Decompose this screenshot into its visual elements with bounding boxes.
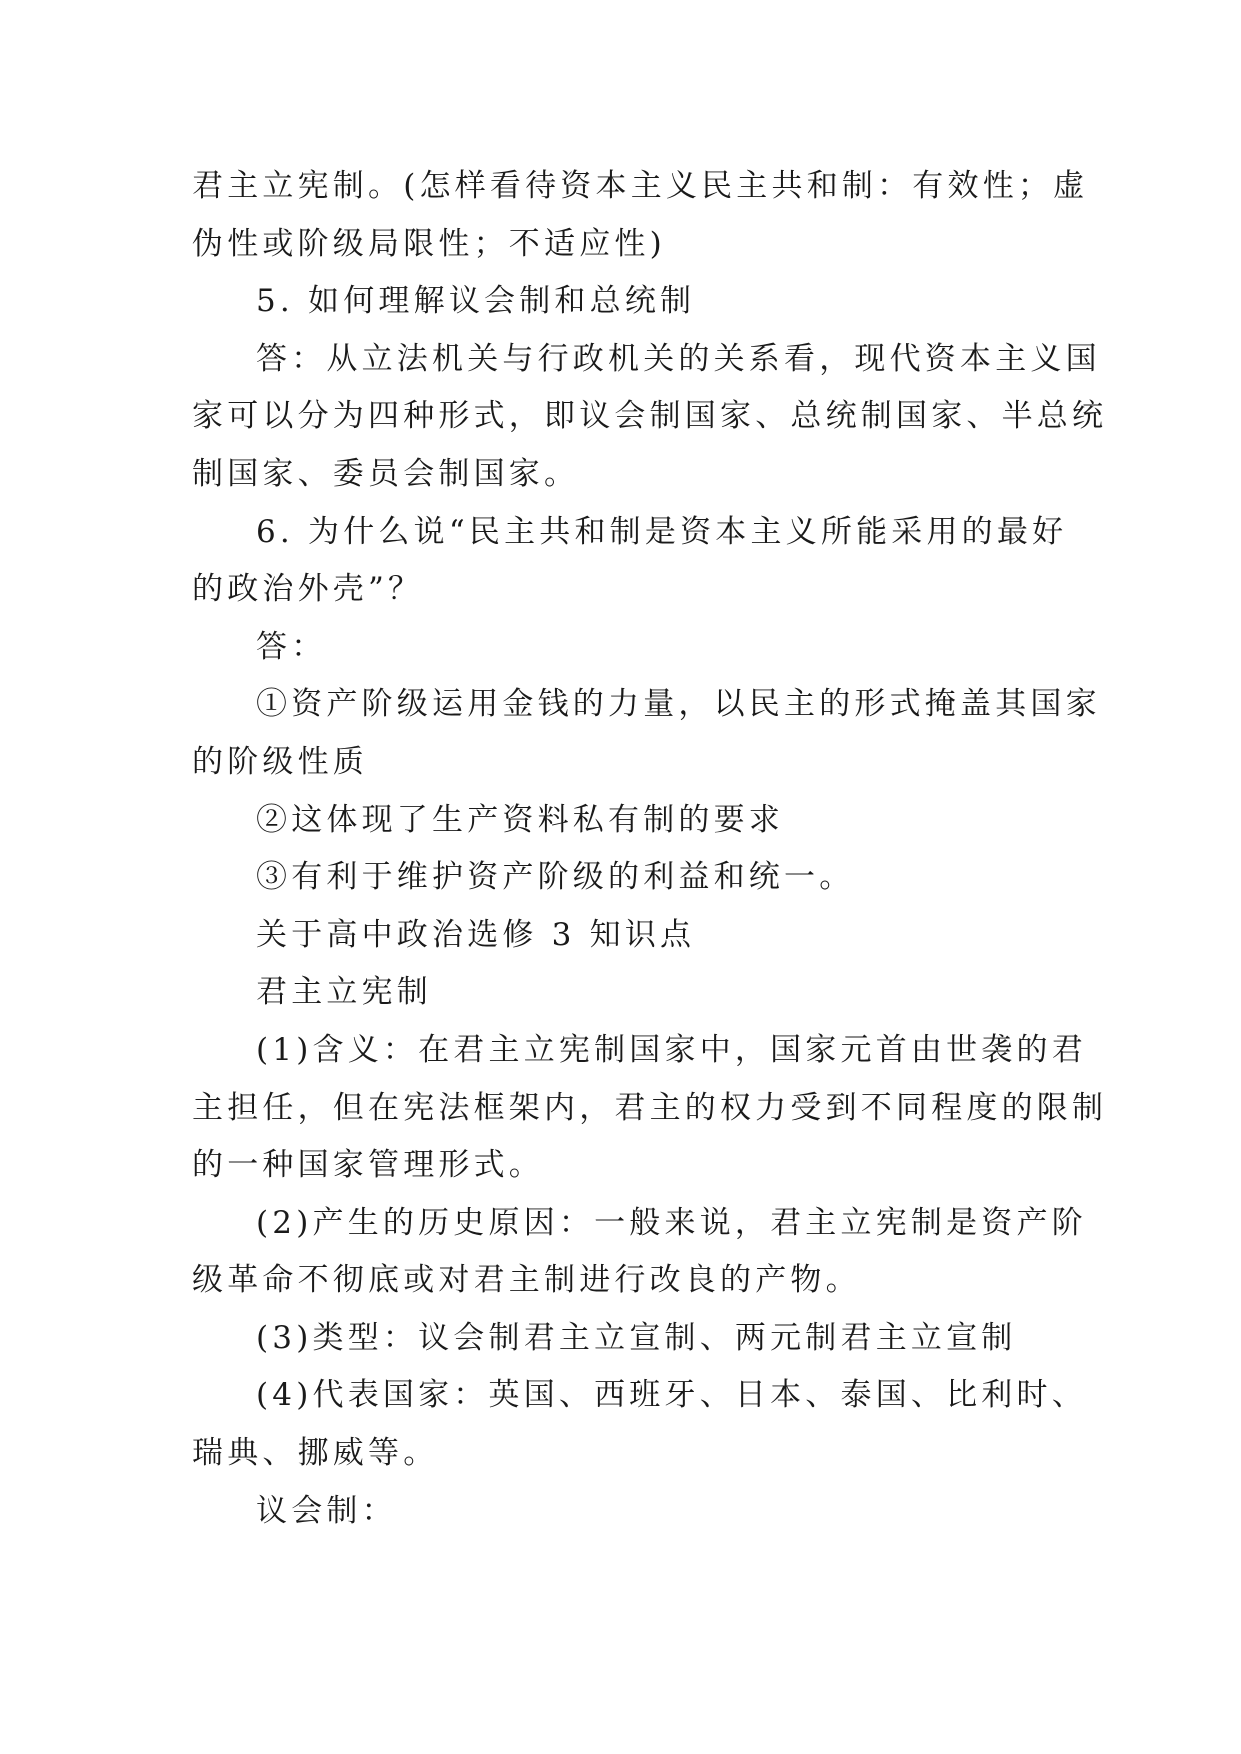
- answer-label: 答：: [256, 628, 327, 665]
- text-line: 主担任，但在宪法框架内，君主的权力受到不同程度的限制: [192, 1089, 1108, 1126]
- definition-item-1: (1)含义：在君主立宪制国家中，国家元首由世袭的君: [256, 1031, 1087, 1068]
- text-line: 的政治外壳”？: [192, 571, 424, 608]
- question-6-heading: 6. 为什么说“民主共和制是资本主义所能采用的最好: [256, 513, 1068, 550]
- definition-item-2: (2)产生的历史原因：一般来说，君主立宪制是资产阶: [256, 1204, 1087, 1241]
- section-heading: 关于高中政治选修 3 知识点: [256, 916, 696, 953]
- body-text: [192, 158, 1108, 1540]
- definition-item-4: (4)代表国家：英国、西班牙、日本、泰国、比利时、: [256, 1377, 1087, 1414]
- definition-item-3: (3)类型：议会制君主立宣制、两元制君主立宣制: [256, 1319, 1017, 1356]
- text-line: 的一种国家管理形式。: [192, 1147, 544, 1184]
- text-line: 瑞典、挪威等。: [192, 1435, 439, 1472]
- text-line: 答：从立法机关与行政机关的关系看，现代资本主义国: [256, 340, 1101, 377]
- subsection-heading: 议会制：: [256, 1492, 397, 1529]
- text-line: 制国家、委员会制国家。: [192, 455, 580, 492]
- text-line: 级革命不彻底或对君主制进行改良的产物。: [192, 1262, 861, 1299]
- subsection-heading: 君主立宪制: [256, 974, 432, 1011]
- answer-point-1: ①资产阶级运用金钱的力量，以民主的形式掩盖其国家: [256, 686, 1101, 723]
- text-line: 的阶级性质: [192, 743, 368, 780]
- answer-point-3: ③有利于维护资产阶级的利益和统一。: [256, 859, 855, 896]
- text-line: 伪性或阶级局限性；不适应性): [192, 225, 666, 262]
- answer-point-2: ②这体现了生产资料私有制的要求: [256, 801, 784, 838]
- question-5-heading: 5. 如何理解议会制和总统制: [256, 283, 696, 320]
- text-line: 家可以分为四种形式，即议会制国家、总统制国家、半总统: [192, 398, 1108, 435]
- text-line: 君主立宪制。(怎样看待资本主义民主共和制：有效性；虚: [192, 168, 1089, 204]
